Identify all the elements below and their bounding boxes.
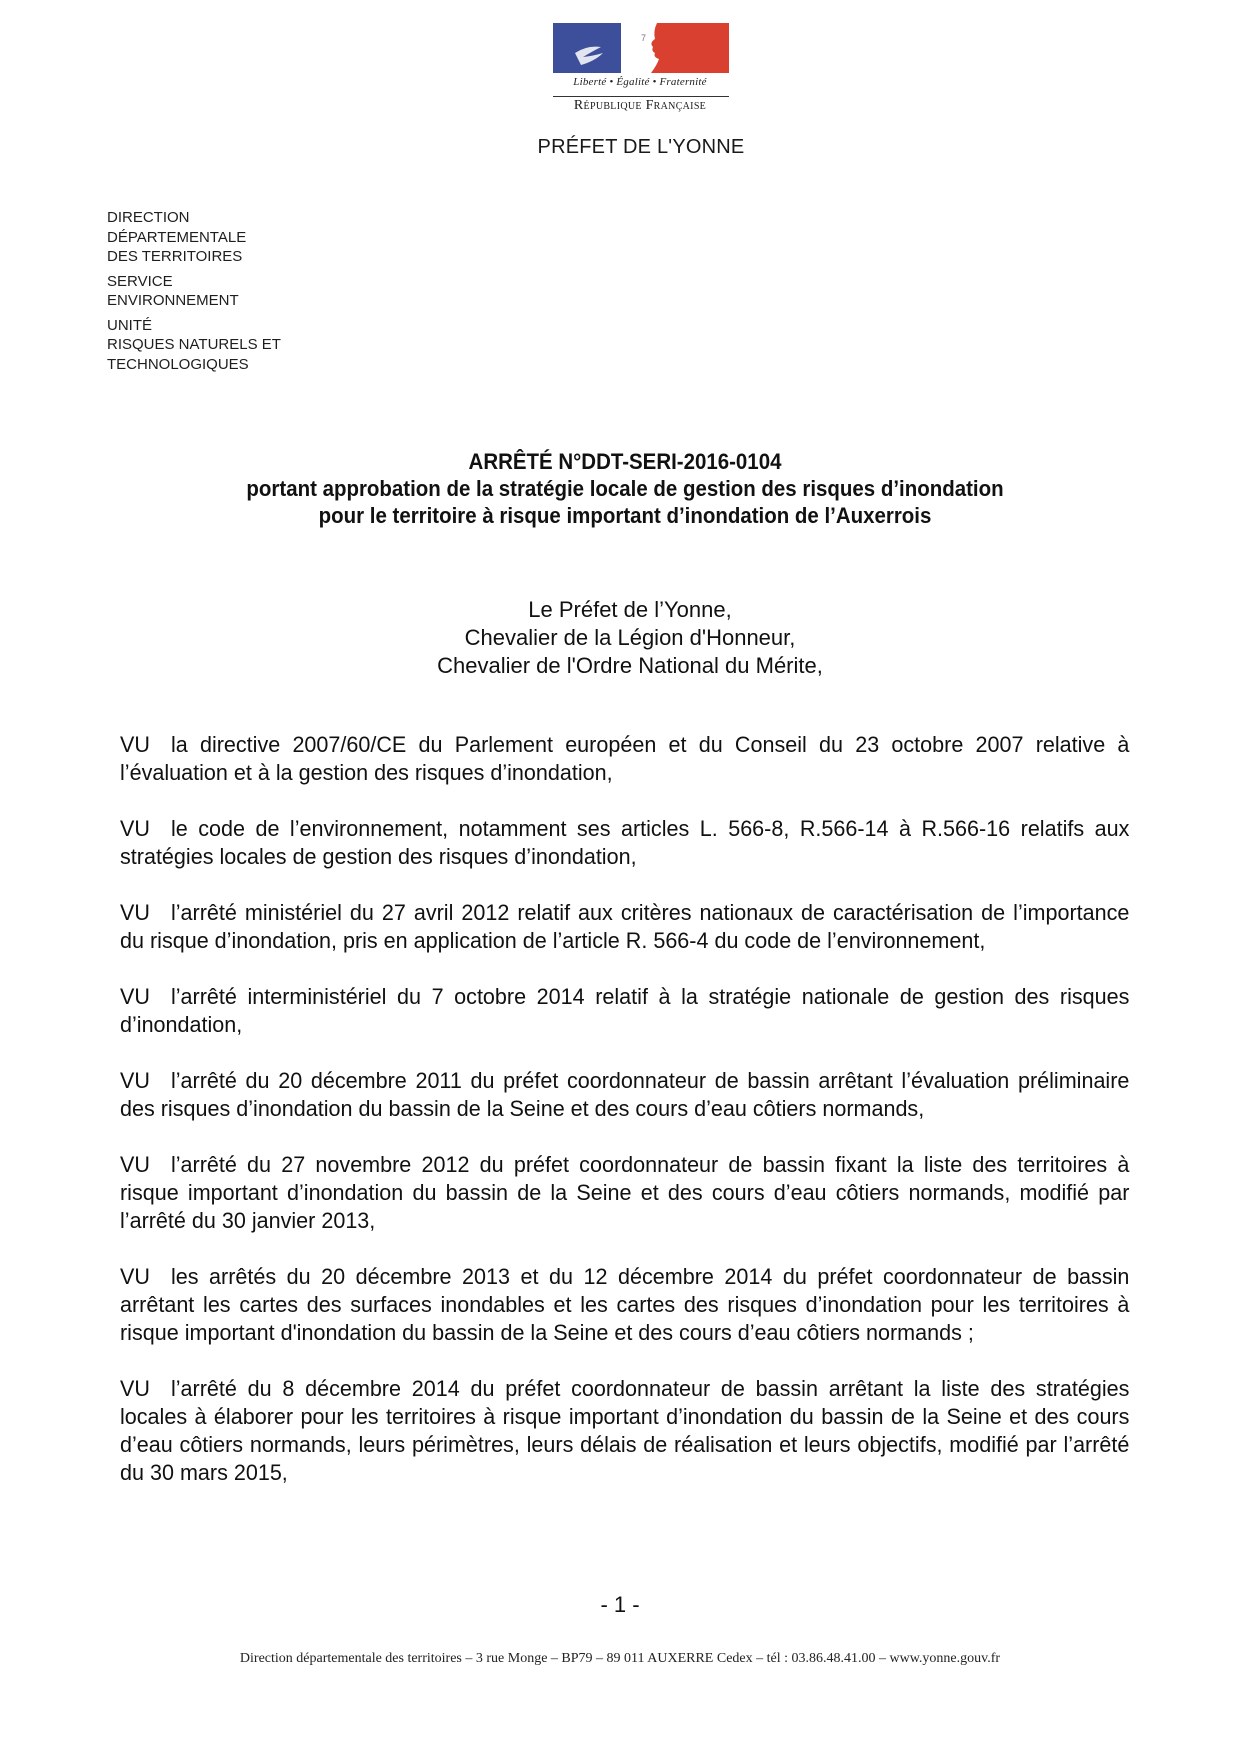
decree-subject-line: portant approbation de la stratégie locale de gestion des risques d’inondation bbox=[246, 476, 1004, 501]
unit-name bbox=[107, 316, 367, 375]
decree-number: ARRÊTÉ N°DDT-SERI-2016-0104 bbox=[468, 449, 782, 474]
republic-motto: Liberté • Égalité • Fraternité bbox=[573, 76, 707, 88]
decree-subject-line: pour le territoire à risque important d’inondation de l’Auxerrois bbox=[318, 503, 932, 528]
motto-divider bbox=[553, 96, 729, 97]
recital-keyword: VU bbox=[120, 984, 150, 1009]
service-name bbox=[107, 272, 367, 311]
recital-keyword: VU bbox=[120, 732, 150, 757]
preamble-line: Le Préfet de l’Yonne, bbox=[528, 597, 732, 622]
recital-keyword: VU bbox=[120, 816, 150, 841]
issuing-service-block bbox=[107, 208, 367, 379]
recital-item bbox=[120, 1067, 1129, 1123]
recital-text: l’arrêté du 27 novembre 2012 du préfet coordonnateur de bassin fixant la liste des territoires à risque important d’inondation du bassin de la Seine et des cours d’eau côtiers normands, modifié par l’arrêté du 30 janvier 2013, bbox=[120, 1152, 1130, 1233]
recital-item bbox=[120, 983, 1129, 1039]
recital-keyword: VU bbox=[120, 1376, 150, 1401]
svg-text:7: 7 bbox=[641, 33, 647, 43]
recital-text: l’arrêté du 20 décembre 2011 du préfet coordonnateur de bassin arrêtant l’évaluation préliminaire des risques d’inondation du bassin de la Seine et des cours d’eau côtiers normands, bbox=[120, 1068, 1130, 1121]
prefecture-name: PRÉFET DE L'YONNE bbox=[537, 136, 745, 158]
recital-text: le code de l’environnement, notamment ses articles L. 566-8, R.566-14 à R.566-16 relatifs aux stratégies locales de gestion des risques d’inondation, bbox=[120, 816, 1130, 869]
unit-line: TECHNOLOGIQUES bbox=[107, 355, 249, 373]
service-line: SERVICE bbox=[107, 272, 173, 290]
recital-item bbox=[120, 815, 1129, 871]
recital-item bbox=[120, 731, 1129, 787]
unit-line: RISQUES NATURELS ET bbox=[107, 336, 281, 353]
recital-text: la directive 2007/60/CE du Parlement européen et du Conseil du 23 octobre 2007 relative à l’évaluation et à la gestion des risques d’inondation, bbox=[120, 732, 1130, 785]
republic-name: République Française bbox=[573, 98, 707, 113]
recital-item bbox=[120, 1263, 1129, 1347]
recital-text: l’arrêté ministériel du 27 avril 2012 relatif aux critères nationaux de caractérisation de l’importance du risque d’inondation, pris en application de l’article R. 566-4 du code de l’environnement, bbox=[120, 900, 1130, 953]
recitals-list bbox=[120, 731, 1130, 1515]
unit-line: UNITÉ bbox=[107, 316, 152, 334]
recital-item bbox=[120, 1151, 1129, 1235]
recital-text: l’arrêté du 8 décembre 2014 du préfet coordonnateur de bassin arrêtant la liste des stratégies locales à élaborer pour les territoires à risque important d’inondation du bassin de la Seine et des cours d’eau côtiers normands, leurs périmètres, leurs délais de réalisation et leurs objectifs, modifié par l’arrêté du 30 mars 2015, bbox=[120, 1376, 1130, 1485]
recital-keyword: VU bbox=[120, 900, 150, 925]
recital-keyword: VU bbox=[120, 1264, 150, 1289]
recital-item bbox=[120, 899, 1129, 955]
service-line: ENVIRONNEMENT bbox=[107, 292, 239, 309]
prefect-preamble bbox=[300, 596, 960, 680]
footer-address: Direction départementale des territoires – 3 rue Monge – BP79 – 89 011 AUXERRE Cedex – tél : 03.86.48.41.00 – www.yonne.gouv.fr bbox=[239, 1651, 1001, 1666]
preamble-line: Chevalier de la Légion d'Honneur, bbox=[464, 625, 796, 650]
recital-keyword: VU bbox=[120, 1068, 150, 1093]
decree-title bbox=[155, 448, 1094, 529]
recital-text: l’arrêté interministériel du 7 octobre 2014 relatif à la stratégie nationale de gestion des risques d’inondation, bbox=[120, 984, 1130, 1037]
direction-name bbox=[107, 208, 367, 267]
direction-line: DES TERRITOIRES bbox=[107, 248, 243, 265]
direction-line: DÉPARTEMENTALE bbox=[107, 228, 247, 246]
marianne-logo-icon bbox=[553, 23, 729, 73]
direction-line: DIRECTION bbox=[107, 209, 190, 226]
preamble-line: Chevalier de l'Ordre National du Mérite, bbox=[437, 653, 823, 678]
recital-item bbox=[120, 1375, 1129, 1487]
recital-text: les arrêtés du 20 décembre 2013 et du 12 décembre 2014 du préfet coordonnateur de bassin arrêtant les cartes des surfaces inondables et les cartes des risques d’inondation pour les territoires à risque important d'inondation du bassin de la Seine et des cours d’eau côtiers normands ; bbox=[120, 1264, 1130, 1345]
recital-keyword: VU bbox=[120, 1152, 150, 1177]
page-number: - 1 - bbox=[600, 1592, 640, 1617]
